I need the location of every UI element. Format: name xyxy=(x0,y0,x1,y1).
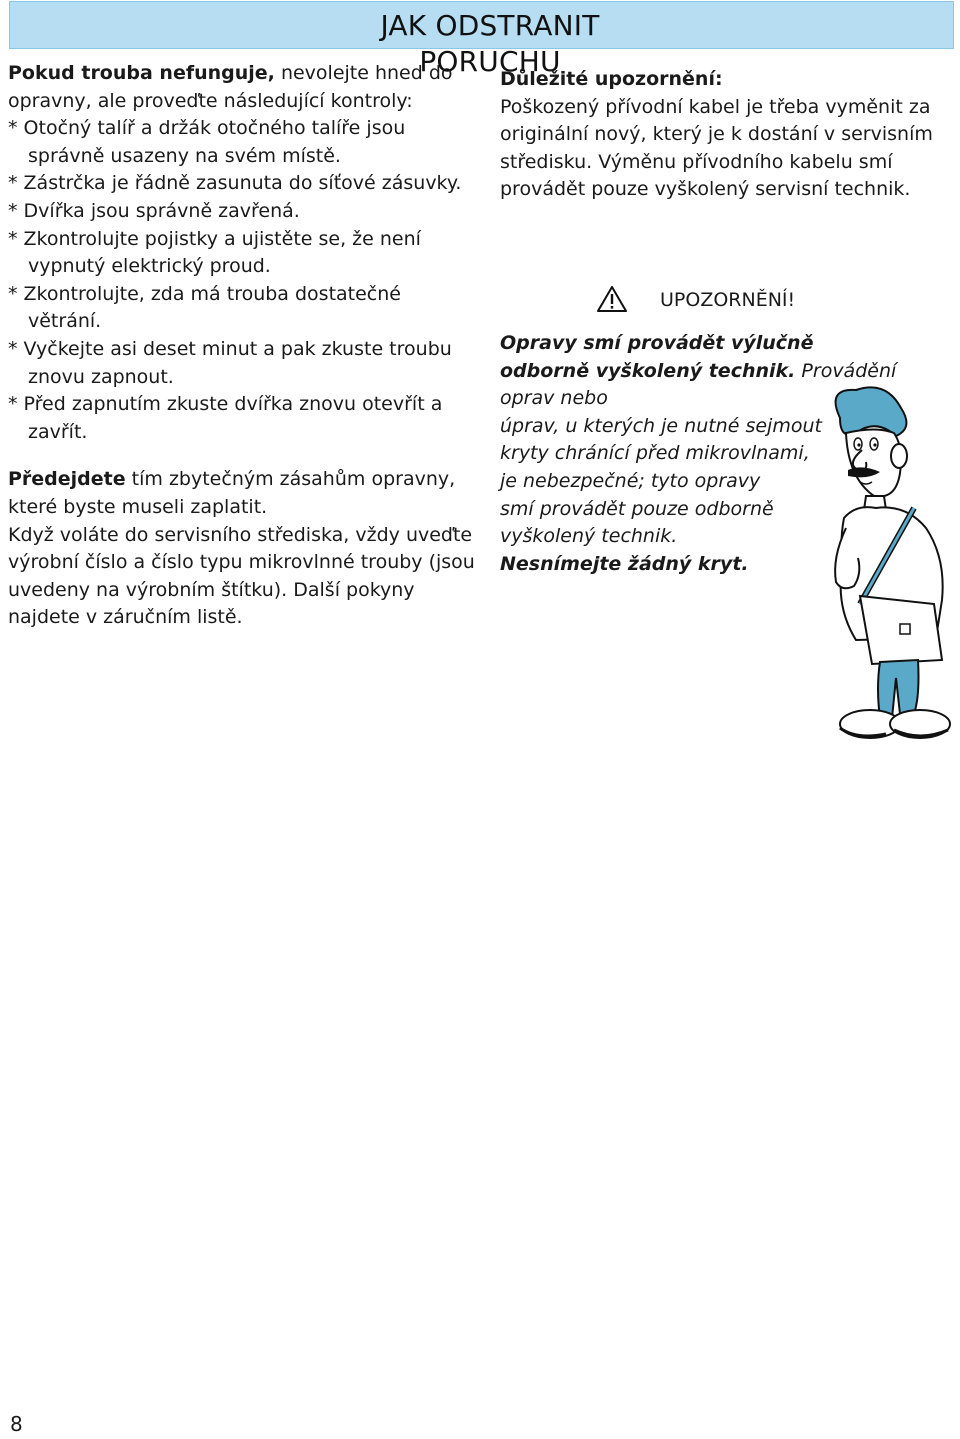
repair-line: smí provádět pouze odborně xyxy=(500,497,774,520)
avoid-paragraph xyxy=(8,466,478,521)
check-item: * Před zapnutím zkuste dvířka znovu otevřít a zavřít. xyxy=(8,393,443,443)
technician-illustration xyxy=(796,378,952,750)
warning-icon xyxy=(597,286,627,312)
notice-title xyxy=(500,66,950,94)
right-column xyxy=(500,66,950,204)
no-cover-warning: Nesnímejte žádný kryt. xyxy=(500,552,749,575)
check-item: * Otočný talíř a držák otočného talíře jsou správně usazeny na svém místě. xyxy=(8,117,406,167)
warning-row xyxy=(597,286,837,314)
repair-line: vyškolený technik. xyxy=(500,525,678,548)
spacer xyxy=(8,446,478,466)
avoid-bold: Předejdete xyxy=(8,468,126,491)
page-title: JAK ODSTRANIT PORUCHU xyxy=(380,9,600,78)
warning-label: UPOZORNĚNÍ! xyxy=(660,289,796,311)
check-item: * Zkontrolujte pojistky a ujistěte se, že není vypnutý elektrický proud. xyxy=(8,227,421,278)
intro-paragraph xyxy=(8,60,478,115)
notice-title-text: Důležité upozornění: xyxy=(500,68,723,90)
intro-bold: Pokud trouba nefunguje, xyxy=(8,62,275,84)
check-item: * Vyčkejte asi deset minut a pak zkuste troubu znovu zapnout. xyxy=(8,337,452,388)
left-column xyxy=(8,60,478,632)
check-item: * Zkontrolujte, zda má trouba dostatečné větrání. xyxy=(8,282,401,333)
avoid-text: tím zbytečným zásahům opravny, které byste museli zaplatit. xyxy=(8,468,456,518)
check-item: * Dvířka jsou správně zavřená. xyxy=(8,199,300,222)
repair-line: kryty chránící před mikrovlnami, xyxy=(500,442,810,465)
repair-bold: Opravy smí provádět výlučně odborně vyškolený technik. xyxy=(500,332,814,382)
repair-line: je nebezpečné; tyto opravy xyxy=(500,469,761,492)
service-paragraph: Když voláte do servisního střediska, vždy uveďte výrobní číslo a číslo typu mikrovlnné trouby (jsou uvedeny na výrobním štítku). Další pokyny najdete v záručním listě. xyxy=(8,523,475,629)
intro-text: nevolejte hned do opravny, ale proveďte následující kontroly: xyxy=(8,62,453,112)
page-number: 8 xyxy=(10,1412,23,1436)
check-item: * Zástrčka je řádně zasunuta do síťové zásuvky. xyxy=(8,172,462,195)
repair-line-text: Provádění oprav nebo xyxy=(500,359,897,410)
notice-text: Poškozený přívodní kabel je třeba vyměnit za originální nový, který je k dostání v servisním středisku. Výměnu přívodního kabelu smí provádět pouze vyškolený servisní technik. xyxy=(500,95,933,201)
repair-line: úprav, u kterých je nutné sejmout xyxy=(500,414,822,437)
